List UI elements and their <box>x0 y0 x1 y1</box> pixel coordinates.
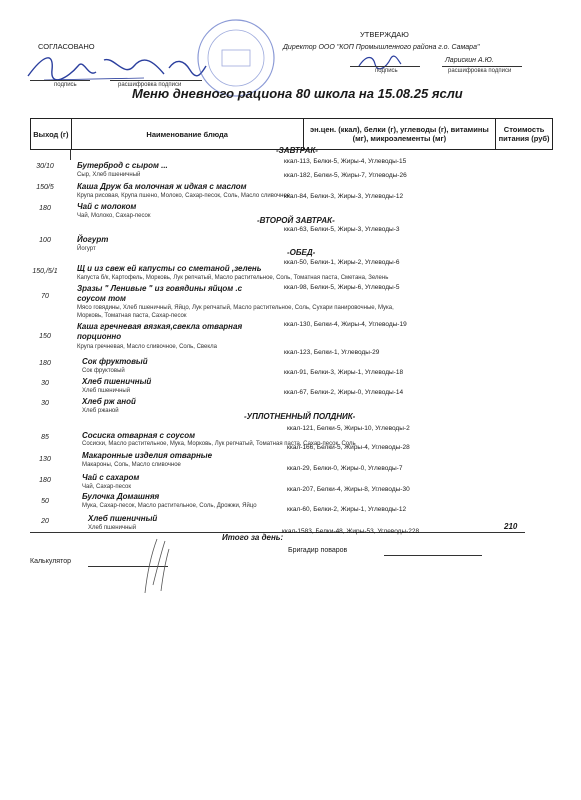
dish-ingredients: Крупа гречневая, Масло сливочное, Соль, Свекла <box>77 344 217 350</box>
dish-ingredients: Чай, Молоко, Сахар-песок <box>77 213 151 219</box>
approver-name: Ларискин А.Ю. <box>445 57 494 64</box>
dish-name-continued: соусом том <box>77 294 126 303</box>
agreed-label: СОГЛАСОВАНО <box>38 42 95 51</box>
right-caption: подпись <box>375 68 398 74</box>
dish-nutrition: ккал-84, Белки-3, Жиры-3, Углеводы-12 <box>284 193 404 200</box>
dish-qty: 150/5 <box>36 184 54 191</box>
total-label: Итого за день: <box>222 533 284 542</box>
dish-name: Хлеб пшеничный <box>88 514 158 523</box>
dish-nutrition: ккал-29, Белки-0, Жиры-0, Углеводы-7 <box>287 465 403 472</box>
dish-ingredients: Макароны, Соль, Масло сливочное <box>82 462 181 468</box>
right-signature-line <box>350 66 420 67</box>
dish-name: Хлеб рж аной <box>82 397 136 406</box>
dish-nutrition: ккал-166, Белки-5, Жиры-4, Углеводы-28 <box>287 444 410 451</box>
dish-ingredients: Чай, Сахар-песок <box>82 484 131 490</box>
dish-name: Булочка Домашняя <box>82 492 160 501</box>
dish-qty: 130 <box>39 456 51 463</box>
total-cost: 210 <box>504 522 518 531</box>
section-breakfast: -ЗАВТРАК- <box>276 146 318 155</box>
dish-ingredients: Хлеб ржаной <box>82 408 119 414</box>
dish-ingredients: Сосиски, Масло растительное, Мука, Морковь, Лук репчатый, Томатная паста, Сахар-песок, Соль <box>82 441 356 447</box>
dish-ingredients: Сок фруктовый <box>82 368 125 374</box>
dish-name: Щ и из свеж ей капусты со сметаной ,зелень <box>77 264 262 273</box>
dish-name: Чай с сахаром <box>82 473 140 482</box>
dish-qty: 180 <box>39 477 51 484</box>
dish-name-continued: порционно <box>77 332 122 341</box>
dish-nutrition: ккал-113, Белки-5, Жиры-4, Углеводы-15 <box>284 158 407 165</box>
dish-ingredients: Хлеб пшеничный <box>88 525 137 531</box>
approve-label: УТВЕРЖДАЮ <box>360 30 409 39</box>
dish-name: Макаронные изделия отварные <box>82 451 213 460</box>
dish-nutrition: ккал-207, Белки-4, Жиры-8, Углеводы-30 <box>287 486 410 493</box>
director-title: Директор ООО "КОП Промышленного района г.о. Самара" <box>283 44 480 51</box>
dish-nutrition: ккал-60, Белки-2, Жиры-1, Углеводы-12 <box>287 506 407 513</box>
dish-nutrition: ккал-67, Белки-2, Жиры-0, Углеводы-14 <box>284 389 404 396</box>
right-decoding-line <box>442 66 522 67</box>
dish-name: Сосиска отварная с соусом <box>82 431 196 440</box>
dish-ingredients: Капуста б/к, Картофель, Морковь, Лук репчатый, Масло растительное, Соль, Томатная паста, Сметана, Зелень <box>77 275 389 281</box>
dish-name: Чай с молоком <box>77 202 137 211</box>
dish-qty: 180 <box>39 360 51 367</box>
dish-qty: 150 <box>39 333 51 340</box>
dish-nutrition: ккал-121, Белки-5, Жиры-10, Углеводы-2 <box>287 425 410 432</box>
col-divider <box>70 150 71 160</box>
dish-nutrition: ккал-98, Белки-5, Жиры-6, Углеводы-5 <box>284 284 400 291</box>
dish-qty: 50 <box>41 498 49 505</box>
col-nutrition: эн.цен. (ккал), белки (г), углеводы (г), витамины (мг), микроэлементы (мг) <box>303 119 496 150</box>
dish-name: Йогурт <box>77 235 109 244</box>
dish-ingredients: Хлеб пшеничный <box>82 388 131 394</box>
signature-calculator-icon <box>135 535 175 595</box>
section-second-breakfast: -ВТОРОЙ ЗАВТРАК- <box>257 216 335 225</box>
total-nutrition: ккал-1583, Белки-48, Жиры-53, Углеводы-228 <box>282 528 420 535</box>
dish-qty: 70 <box>41 293 49 300</box>
dish-ingredients: Сыр, Хлеб пшеничный <box>77 172 141 178</box>
dish-qty: 20 <box>41 518 49 525</box>
dish-qty: 30/10 <box>36 163 54 170</box>
dish-name: Каша Друж ба молочная ж идкая с маслом <box>77 182 247 191</box>
dish-nutrition: ккал-91, Белки-3, Жиры-1, Углеводы-18 <box>284 369 404 376</box>
dish-qty: 85 <box>41 434 49 441</box>
dish-name: Сок фруктовый <box>82 357 148 366</box>
section-lunch: -ОБЕД- <box>287 248 316 257</box>
section-snack: -УПЛОТНЕННЫЙ ПОЛДНИК- <box>244 412 356 421</box>
dish-qty: 30 <box>41 380 49 387</box>
dish-ingredients: Йогурт <box>77 246 96 252</box>
dish-nutrition: ккал-182, Белки-5, Жиры-7, Углеводы-26 <box>284 172 407 179</box>
dish-name: Зразы " Ленивые " из говядины яйцом .с <box>77 284 243 293</box>
dish-nutrition: ккал-123, Белки-1, Углеводы-29 <box>284 349 380 356</box>
left-caption2: расшифровка подписи <box>118 82 182 88</box>
dish-qty: 180 <box>39 205 51 212</box>
right-caption2: расшифровка подписи <box>448 68 512 74</box>
dish-name: Бутерброд с сыром ... <box>77 161 168 170</box>
left-signature-line <box>30 80 90 81</box>
col-name: Наименование блюда <box>71 119 303 150</box>
dish-ingredients-continued: Морковь, Томатная паста, Сахар-песок <box>77 313 187 319</box>
left-caption: подпись <box>54 82 77 88</box>
page-title: Меню дневного рациона 80 школа на 15.08.25 ясли <box>132 86 463 101</box>
brigadier-line <box>384 555 482 556</box>
dish-name: Хлеб пшеничный <box>82 377 152 386</box>
dish-nutrition: ккал-130, Белки-4, Жиры-4, Углеводы-19 <box>284 321 407 328</box>
col-out: Выход (г) <box>31 119 72 150</box>
dish-qty: 150,/5/1 <box>32 268 58 275</box>
calculator-label: Калькулятор <box>30 558 71 565</box>
dish-qty: 30 <box>41 400 49 407</box>
brigadier-label: Бригадир поваров <box>288 547 348 554</box>
dish-nutrition: ккал-50, Белки-1, Жиры-2, Углеводы-6 <box>284 259 400 266</box>
col-cost: Стоимость питания (руб) <box>496 119 553 150</box>
dish-ingredients: Крупа рисовая, Крупа пшено, Молоко, Сахар-песок, Соль, Масло сливочное <box>77 193 291 199</box>
dish-nutrition: ккал-63, Белки-5, Жиры-3, Углеводы-3 <box>284 226 400 233</box>
dish-ingredients: Мука, Сахар-песок, Масло растительное, Соль, Дрожжи, Яйцо <box>82 503 257 509</box>
dish-name: Каша гречневая вязкая,свекла отварная <box>77 322 243 331</box>
left-decoding-line <box>110 80 202 81</box>
dish-qty: 100 <box>39 237 51 244</box>
dish-ingredients: Мясо говядины, Хлеб пшеничный, Яйцо, Лук репчатый, Масло растительное, Соль, Сухари панировочные, Мука, <box>77 305 394 311</box>
